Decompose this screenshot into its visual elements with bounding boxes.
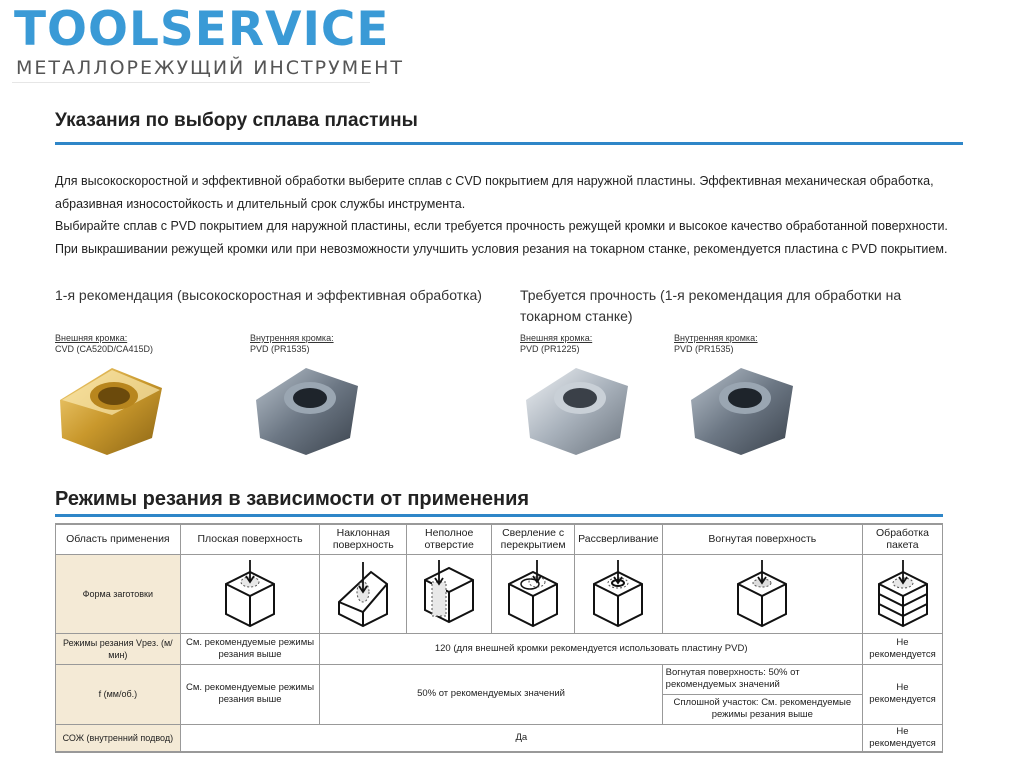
cell: Вогнутая поверхность: 50% от рекомендуемых значений — [662, 664, 862, 694]
row-label: Режимы резания Vрез. (м/мин) — [56, 633, 181, 664]
table-row-feed — [56, 664, 943, 694]
cube-partial-hole-icon — [407, 554, 492, 633]
header-cell: Обработка пакета — [863, 524, 943, 554]
title-rule — [55, 514, 943, 517]
cell: Сплошной участок: См. рекомендуемые режимы резания выше — [662, 694, 862, 724]
table-header-row — [56, 524, 943, 554]
cube-flat-icon — [180, 554, 320, 633]
insert-image-pvd-outer — [518, 360, 633, 458]
rec2-inner: Внутренняя кромка: PVD (PR1535) — [674, 333, 758, 354]
cube-concave-icon — [662, 554, 862, 633]
header-cell: Неполное отверстие — [407, 524, 492, 554]
cell: Да — [180, 724, 862, 752]
cube-overlap-drilling-icon — [492, 554, 575, 633]
header-cell: Вогнутая поверхность — [662, 524, 862, 554]
cell: 120 (для внешней кромки рекомендуется использовать пластину PVD) — [320, 633, 863, 664]
cell: Не рекомендуется — [863, 664, 943, 724]
cell: 50% от рекомендуемых значений — [320, 664, 662, 724]
insert-image-cvd — [52, 360, 167, 458]
cube-stack-icon — [863, 554, 943, 633]
paragraph: Выбирайте сплав с PVD покрытием для наружной пластины, если требуется прочность режущей кромки и высокое качество обработанной поверхности. При выкрашивании режущей кромки или при невозможности улучшить условия резания на токарном станке, рекомендуется пластина с PVD покрытием. — [55, 219, 948, 256]
rec1-outer: Внешняя кромка: CVD (CA520D/CA415D) — [55, 333, 154, 354]
row-label: f (мм/об.) — [56, 664, 181, 724]
header-cell: Рассверливание — [575, 524, 663, 554]
row-label: СОЖ (внутренний подвод) — [56, 724, 181, 752]
rec1-title: 1-я рекомендация (высокоскоростная и эффективная обработка) — [55, 287, 482, 303]
cutting-modes-table — [55, 523, 943, 753]
intro-text — [55, 170, 955, 260]
table-row-speed — [56, 633, 943, 664]
paragraph: Для высокоскоростной и эффективной обработки выберите сплав с CVD покрытием для наружной пластины. Эффективная механическая обработка, абразивная износостойкость и длительный срок службы инструмента. — [55, 174, 934, 211]
header-cell: Область применения — [56, 524, 181, 554]
insert-image-pvd-inner-2 — [683, 360, 798, 458]
cell: См. рекомендуемые режимы резания выше — [180, 664, 320, 724]
table-row-coolant — [56, 724, 943, 752]
table-row-shape — [56, 554, 943, 633]
cell: См. рекомендуемые режимы резания выше — [180, 633, 320, 664]
cell: Не рекомендуется — [863, 724, 943, 752]
title-rule — [55, 142, 963, 145]
header-cell: Сверление с перекрытием — [492, 524, 575, 554]
rec2-outer: Внешняя кромка: PVD (PR1225) — [520, 333, 593, 354]
rec1-inner: Внутренняя кромка: PVD (PR1535) — [250, 333, 334, 354]
header-cell: Наклонная поверхность — [320, 524, 407, 554]
section-title-cutting: Режимы резания в зависимости от применения — [55, 488, 530, 510]
logo-tagline: МЕТАЛЛОРЕЖУЩИЙ ИНСТРУМЕНТ — [16, 57, 404, 79]
cube-reaming-icon — [575, 554, 663, 633]
cube-inclined-icon — [320, 554, 407, 633]
cell: Не рекомендуется — [863, 633, 943, 664]
row-label: Форма заготовки — [56, 554, 181, 633]
header-cell: Плоская поверхность — [180, 524, 320, 554]
divider — [12, 82, 370, 83]
section-title-alloy: Указания по выбору сплава пластины — [55, 110, 418, 131]
rec2-title: Требуется прочность (1-я рекомендация для обработки на токарном станке) — [520, 287, 902, 324]
insert-image-pvd-inner — [248, 360, 363, 458]
logo-brand[interactable]: TOOLSERVICE — [14, 2, 390, 57]
